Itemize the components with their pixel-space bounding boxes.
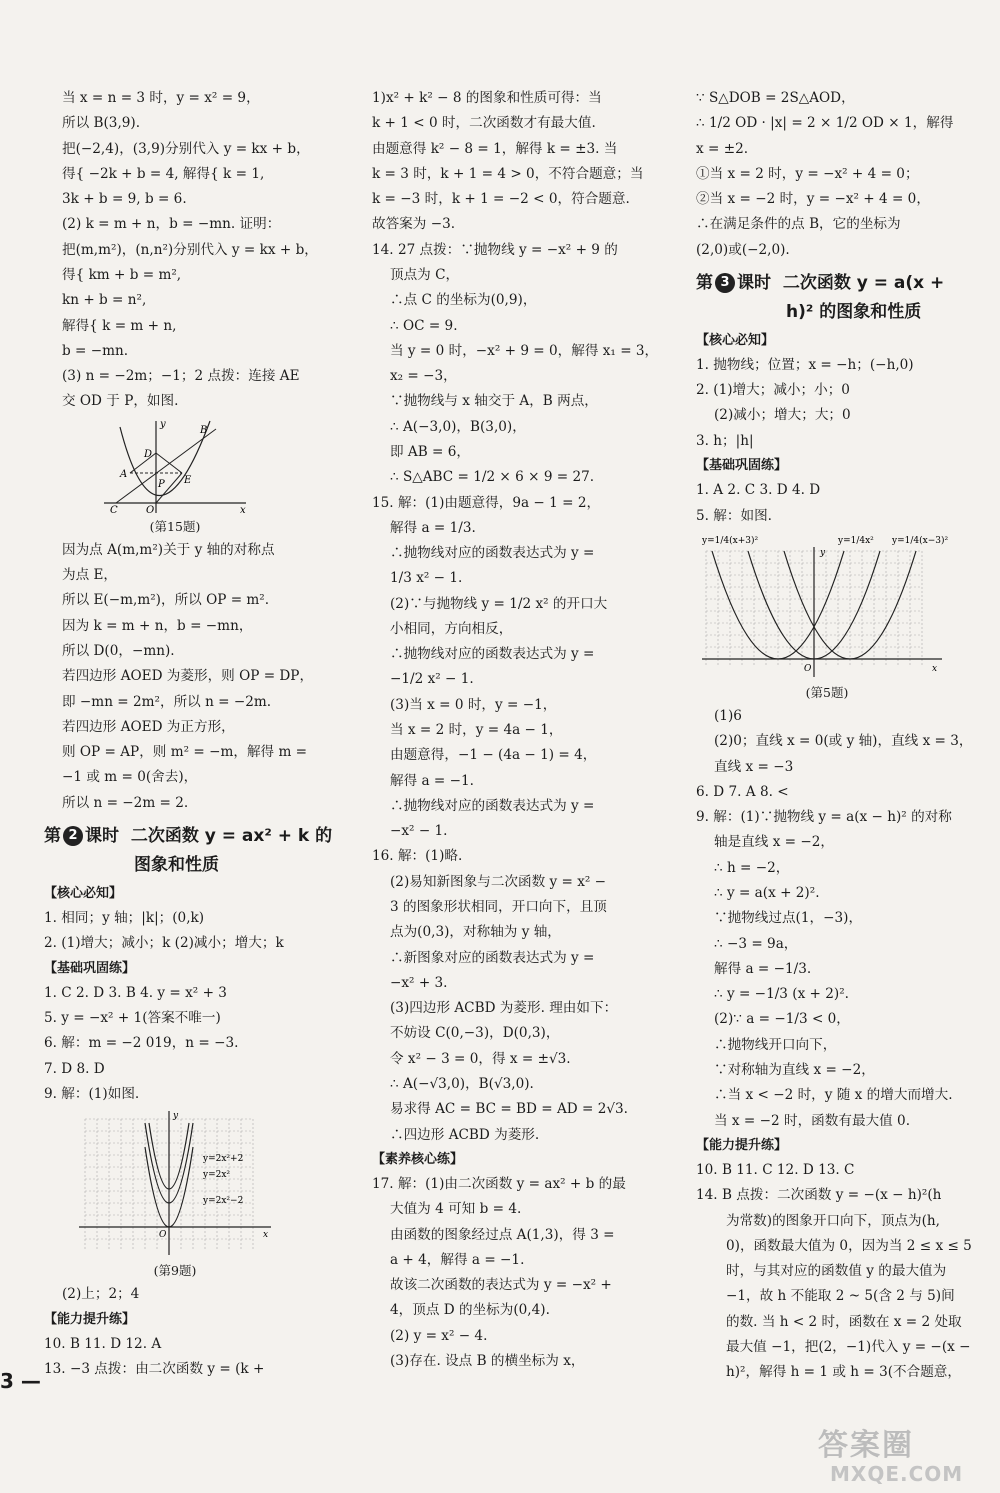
lesson-3-heading (696, 269, 958, 327)
section-header: 【基础巩固练】 (696, 458, 788, 474)
text-line: 易求得 AC = BC = BD = AD = 2√3. (390, 1101, 628, 1118)
text-line: 13. −3 点拨：由二次函数 y = (k + (44, 1361, 265, 1378)
text-line: 1. C 2. D 3. B 4. y = x² + 3 (44, 984, 227, 1001)
section-header: 【能力提升练】 (696, 1137, 788, 1153)
text-line: 10. B 11. C 12. D 13. C (696, 1161, 855, 1178)
text-line: 解得 a = −1/3. (714, 960, 812, 977)
text-line: 令 x² − 3 = 0，得 x = ±√3. (390, 1050, 571, 1067)
text-line: ∴ S△ABC = 1/2 × 6 × 9 = 27. (390, 469, 595, 486)
text-line: −x² + 3. (390, 974, 448, 991)
text-line: b = −mn. (62, 342, 129, 359)
text-line: ∴当 x < −2 时，y 随 x 的增大而增大. (714, 1087, 953, 1104)
text-line: ∴抛物线对应的函数表达式为 y = (390, 545, 595, 562)
watermark-url: MXQE.COM (830, 1462, 964, 1486)
text-line: 得{ −2k + b = 4, 解得{ k = 1, (62, 165, 265, 182)
figure-9-caption: (第9题) (153, 1263, 197, 1279)
text-line: ∵抛物线与 x 轴交于 A，B 两点， (390, 393, 598, 410)
text-line: ∴ 1/2 OD · |x| = 2 × 1/2 OD × 1，解得 (696, 115, 954, 132)
text-line: 顶点为 C， (390, 266, 460, 283)
text-line: (2,0)或(−2,0). (696, 241, 790, 258)
text-line: (2)上；2；4 (62, 1286, 140, 1303)
text-line: ∴ h = −2， (714, 859, 790, 876)
text-line: 2. (1)增大；减小；小；0 (696, 382, 850, 399)
text-line: 解得 a = −1. (390, 772, 475, 789)
text-line: (2) k = m + n，b = −mn. 证明： (62, 216, 281, 233)
text-line: 故该二次函数的表达式为 y = −x² + (390, 1277, 612, 1294)
figure-5-caption: (第5题) (805, 684, 849, 700)
text-line: 4，顶点 D 的坐标为(0,4). (390, 1302, 550, 1319)
text-line: x = ±2. (696, 140, 749, 157)
text-line: 轴是直线 x = −2， (714, 834, 835, 851)
text-line: k = −3 时，k + 1 = −2 < 0，符合题意. (372, 191, 630, 208)
text-line: (3)存在. 设点 B 的横坐标为 x， (390, 1352, 585, 1369)
fig15-label-b: B (200, 424, 208, 436)
text-line: −x² − 1. (390, 823, 448, 840)
watermark-text: 答案圈 (818, 1428, 914, 1463)
fig5-label-o: O (804, 663, 812, 674)
fig5-label-curve-2: y=1/4x² (838, 535, 874, 546)
text-line: ∴ OC = 9. (390, 317, 458, 334)
text-line: 由题意得，−1 − (4a − 1) = 4， (390, 747, 597, 764)
lesson-2-heading (44, 822, 333, 880)
text-line: 3. h；|h| (696, 432, 754, 449)
text-line: 16. 解：(1)略. (372, 848, 463, 865)
text-line: ∴新图象对应的函数表达式为 y = (390, 949, 595, 966)
text-line: 因为点 A(m,m²)关于 y 轴的对称点 (62, 541, 275, 558)
watermark-logo (810, 1418, 990, 1484)
fig15-label-x: x (240, 504, 246, 516)
text-line: 交 OD 于 P，如图. (62, 393, 179, 410)
text-line: 14. 27 点拨：∵抛物线 y = −x² + 9 的 (372, 241, 618, 258)
text-line: 把(m,m²)，(n,n²)分别代入 y = kx + b， (62, 241, 318, 258)
text-line: 1/3 x² − 1. (390, 570, 463, 587)
lesson-number-badge: 3 (715, 273, 735, 293)
text-line: 5. 解：如图. (696, 507, 772, 524)
text-line: 时，与其对应的函数值 y 的最大值为 (726, 1263, 947, 1280)
text-line: 解得 a = 1/3. (390, 519, 476, 536)
fig9-label-curve-1: y=2x²+2 (203, 1154, 244, 1165)
lesson-prefix: 第 (696, 272, 713, 293)
figure-15-diagram (100, 417, 250, 515)
column-left (44, 86, 333, 1382)
text-line: 10. B 11. D 12. A (44, 1335, 162, 1352)
text-line: (3)四边形 ACBD 为菱形. 理由如下： (390, 1000, 618, 1017)
text-line: 当 x = 2 时，y = 4a − 1， (390, 722, 563, 739)
text-line: ∴四边形 ACBD 为菱形. (390, 1126, 540, 1143)
fig5-label-curve-3: y=1/4(x−3)² (892, 535, 949, 546)
text-line: 为点 E， (62, 567, 118, 584)
fig9-label-x: x (263, 1230, 269, 1241)
text-line: 即 AB = 6， (390, 443, 470, 460)
text-line: 6. D 7. A 8. < (696, 783, 789, 800)
text-line: 大值为 4 可知 b = 4. (390, 1201, 522, 1218)
text-line: 小相同，方向相反， (390, 620, 513, 637)
fig15-label-e: E (184, 474, 192, 486)
text-line: 故答案为 −3. (372, 216, 456, 233)
text-line: 直线 x = −3 (714, 758, 794, 775)
text-line: ∴ −3 = 9a， (714, 935, 798, 952)
text-line: ∴ A(−√3,0)，B(√3,0). (390, 1075, 534, 1092)
text-line: 当 x = n = 3 时，y = x² = 9， (62, 90, 260, 106)
text-line: ②当 x = −2 时，y = −x² + 4 = 0， (696, 191, 930, 208)
text-line: (3)当 x = 0 时，y = −1， (390, 696, 557, 713)
text-line: ∴ A(−3,0)，B(3,0)， (390, 418, 526, 435)
fig15-label-d: D (144, 448, 153, 460)
text-line: 由函数的图象经过点 A(1,3)，得 3 = (390, 1226, 615, 1243)
text-line: 即 −mn = 2m²，所以 n = −2m. (62, 693, 272, 710)
text-line: 当 y = 0 时，−x² + 9 = 0，解得 x₁ = 3， (390, 342, 659, 359)
text-line: (2)∵与抛物线 y = 1/2 x² 的开口大 (390, 595, 608, 612)
text-line: (2) y = x² − 4. (390, 1327, 488, 1344)
text-line: 1. 相同；y 轴；|k|；(0,k) (44, 909, 205, 926)
text-line: 2. (1)增大；减小；k (2)减小；增大；k (44, 935, 284, 952)
text-line: h)²，解得 h = 1 或 h = 3(不合题意， (726, 1364, 961, 1381)
text-line: 9. 解：(1)如图. (44, 1085, 140, 1102)
fig5-label-y: y (820, 547, 826, 558)
lesson-number-badge: 2 (63, 826, 83, 846)
page-number: 3 — (0, 1369, 41, 1393)
text-line: 所以 n = −2m = 2. (62, 794, 189, 811)
figure-5-graph (702, 531, 952, 681)
text-line: x₂ = −3， (390, 368, 457, 385)
fig15-label-p: P (158, 478, 165, 490)
text-line: 当 x = −2 时，函数有最大值 0. (714, 1112, 911, 1129)
column-right (696, 86, 973, 1386)
text-line: ∵抛物线过点(1，−3)， (714, 910, 863, 927)
text-line: 6. 解：m = −2 019，n = −3. (44, 1035, 239, 1052)
fig5-label-x: x (932, 663, 938, 674)
text-line: 所以 D(0，−mn). (62, 643, 175, 660)
text-line: ∴抛物线对应的函数表达式为 y = (390, 646, 595, 663)
text-line: ∴ y = a(x + 2)². (714, 885, 820, 901)
text-line: 解得{ k = m + n, (62, 317, 177, 334)
text-line: 不妨设 C(0,−3)，D(0,3)， (390, 1025, 560, 1042)
text-line: (3) n = −2m；−1；2 点拨：连接 AE (62, 368, 300, 385)
text-line: 9. 解：(1)∵抛物线 y = a(x − h)² 的对称 (696, 809, 952, 826)
text-line: 0)，函数最大值为 0，因为当 2 ≤ x ≤ 5 (726, 1237, 972, 1254)
text-line: 则 OP = AP，则 m² = −m，解得 m = (62, 744, 308, 761)
text-line: ①当 x = 2 时，y = −x² + 4 = 0； (696, 165, 919, 182)
text-line: 为常数)的图象开口向下，顶点为(h, (726, 1212, 940, 1229)
text-line: 所以 B(3,9). (62, 115, 141, 132)
lesson-title: 二次函数 y = a(x + (782, 272, 945, 293)
fig15-label-a: A (120, 468, 128, 480)
text-line: (2)减小；增大；大；0 (714, 407, 851, 424)
text-line: 7. D 8. D (44, 1060, 105, 1077)
text-line: −1，故 h 不能取 2 ~ 5(含 2 与 5)间 (726, 1288, 955, 1305)
section-header: 【素养核心练】 (372, 1151, 464, 1167)
text-line: 3k + b = 9, b = 6. (62, 191, 187, 208)
fig9-label-o: O (159, 1230, 167, 1241)
lesson-title: 二次函数 y = ax² + k 的 (130, 826, 333, 846)
text-line: 若四边形 AOED 为正方形， (62, 718, 235, 735)
column-middle (372, 86, 659, 1374)
fig9-label-curve-3: y=2x²−2 (203, 1196, 244, 1207)
lesson-title-cont: 图象和性质 (134, 854, 219, 875)
text-line: kn + b = n², (62, 292, 147, 309)
text-line: ∴ y = −1/3 (x + 2)². (714, 986, 849, 1003)
text-line: (1)6 (714, 708, 742, 725)
text-line: 点为(0,3)，对称轴为 y 轴， (390, 924, 561, 941)
text-line: 1)x² + k² − 8 的图象和性质可得：当 (372, 90, 602, 106)
text-line: 得{ km + b = m², (62, 266, 182, 283)
text-line: 1. A 2. C 3. D 4. D (696, 482, 821, 499)
text-line: 若四边形 AOED 为菱形，则 OP = DP， (62, 668, 314, 685)
text-line: ∵ S△DOB = 2S△AOD， (696, 90, 855, 106)
text-line: ∴抛物线开口向下， (714, 1036, 837, 1053)
text-line: a + 4，解得 a = −1. (390, 1251, 525, 1268)
text-line: 14. B 点拨：二次函数 y = −(x − h)²(h (696, 1187, 942, 1204)
text-line: k = 3 时，k + 1 = 4 > 0，不符合题意；当 (372, 165, 644, 182)
lesson-suffix: 课时 (737, 272, 771, 293)
lesson-title-cont: h)² 的图象和性质 (786, 301, 922, 322)
lesson-prefix: 第 (44, 826, 61, 846)
text-line: 由题意得 k² − 8 = 1，解得 k = ±3. 当 (372, 140, 618, 157)
fig9-label-y: y (173, 1111, 179, 1122)
text-line: 所以 E(−m,m²)，所以 OP = m². (62, 592, 270, 609)
figure-9-graph (75, 1109, 275, 1259)
text-line: 17. 解：(1)由二次函数 y = ax² + b 的最 (372, 1175, 626, 1192)
text-line: 15. 解：(1)由题意得，9a − 1 = 2， (372, 494, 601, 511)
text-line: ∵对称轴为直线 x = −2， (714, 1061, 875, 1078)
text-line: −1 或 m = 0(舍去)， (62, 769, 198, 786)
fig9-label-curve-2: y=2x² (203, 1170, 231, 1181)
lesson-suffix: 课时 (85, 826, 119, 846)
figure-15-caption: (第15题) (149, 518, 201, 534)
text-line: 的数. 当 h < 2 时，函数在 x = 2 处取 (726, 1313, 962, 1330)
fig15-label-c: C (110, 504, 118, 516)
text-line: (2)∵ a = −1/3 < 0， (714, 1011, 850, 1028)
fig5-label-curve-1: y=1/4(x+3)² (702, 535, 759, 546)
text-line: 5. y = −x² + 1(答案不唯一) (44, 1009, 221, 1026)
text-line: −1/2 x² − 1. (390, 671, 474, 688)
section-header: 【基础巩固练】 (44, 960, 136, 976)
text-line: (2)易知新图象与二次函数 y = x² − (390, 873, 607, 890)
text-line: ∴在满足条件的点 B，它的坐标为 (696, 216, 901, 233)
section-header: 【核心必知】 (696, 332, 775, 348)
text-line: (2)0；直线 x = 0(或 y 轴)，直线 x = 3， (714, 733, 973, 750)
section-header: 【核心必知】 (44, 885, 123, 901)
section-header: 【能力提升练】 (44, 1311, 136, 1327)
fig15-label-o: O (146, 504, 155, 516)
text-line: k + 1 < 0 时，二次函数才有最大值. (372, 115, 596, 132)
text-line: ∴点 C 的坐标为(0,9)， (390, 292, 537, 309)
text-line: 3 的图象形状相同，开口向下，且顶 (390, 899, 607, 915)
text-line: 因为 k = m + n，b = −mn， (62, 617, 253, 634)
text-line: 把(−2,4)，(3,9)分别代入 y = kx + b， (62, 140, 310, 157)
text-line: ∴抛物线对应的函数表达式为 y = (390, 797, 595, 814)
text-line: 1. 抛物线；位置；x = −h；(−h,0) (696, 356, 914, 373)
text-line: 最大值 −1，把(2，−1)代入 y = −(x − (726, 1338, 971, 1355)
fig15-label-y: y (160, 418, 166, 430)
